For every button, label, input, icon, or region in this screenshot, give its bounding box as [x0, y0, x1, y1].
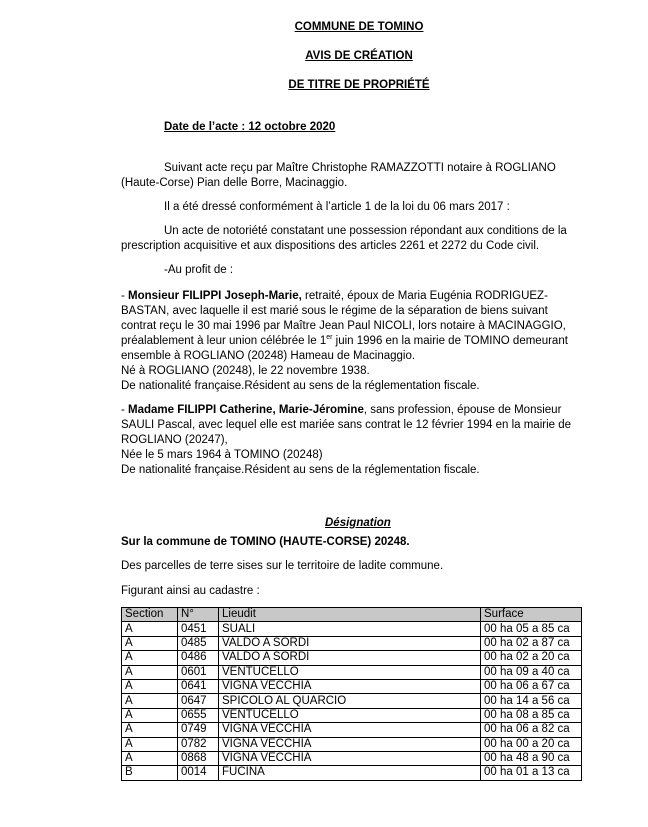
- lieudit-cell: VENTUCELLO: [219, 665, 481, 679]
- section-cell: A: [122, 665, 178, 679]
- designation-commune: Sur la commune de TOMINO (HAUTE-CORSE) 20248.: [121, 536, 410, 548]
- section-cell: A: [122, 651, 178, 665]
- lieudit-cell: VIGNA VECCHIA: [219, 723, 481, 737]
- surface-cell: 00 ha 06 a 67 ca: [481, 679, 582, 693]
- lieudit-cell: FUCINA: [219, 766, 481, 780]
- person1-line-7: De nationalité française.Résident au sens de la réglementation fiscale.: [121, 380, 480, 392]
- numero-cell: 0451: [178, 622, 219, 636]
- intro-line-1: Suivant acte reçu par Maître Christophe RAMAZZOTTI notaire à ROGLIANO: [164, 162, 556, 174]
- section-cell: A: [122, 622, 178, 636]
- person1-line-2: BASTAN, avec laquelle il est marié sous le régime de la séparation de biens suivant: [121, 305, 548, 317]
- au-profit-de: -Au profit de :: [164, 264, 234, 276]
- lieudit-cell: VALDO A SORDI: [219, 636, 481, 650]
- table-row: [122, 665, 582, 679]
- numero-cell: 0868: [178, 751, 219, 765]
- surface-cell: 00 ha 09 a 40 ca: [481, 665, 582, 679]
- intro-line-2: (Haute-Corse) Pian delle Borre, Macinaggio.: [121, 177, 348, 189]
- person2-line-5: De nationalité française.Résident au sens de la réglementation fiscale.: [121, 464, 480, 476]
- section-cell: A: [122, 694, 178, 708]
- section-cell: A: [122, 737, 178, 751]
- avis-title: AVIS DE CRÉATION: [305, 50, 413, 62]
- cadastre-table: [121, 607, 582, 781]
- lieudit-cell: SPICOLO AL QUARCIO: [219, 694, 481, 708]
- numero-cell: 0014: [178, 766, 219, 780]
- header-lieudit: Lieudit: [219, 608, 481, 622]
- numero-cell: 0601: [178, 665, 219, 679]
- lieudit-cell: VIGNA VECCHIA: [219, 751, 481, 765]
- person2-line-3: ROGLIANO (20247),: [121, 434, 228, 446]
- table-row: [122, 622, 582, 636]
- table-row: [122, 751, 582, 765]
- lieudit-cell: VALDO A SORDI: [219, 651, 481, 665]
- person2-line-1: - Madame FILIPPI Catherine, Marie-Jéromine, sans profession, épouse de Monsieur: [121, 404, 562, 416]
- lieudit-cell: VENTUCELLO: [219, 708, 481, 722]
- section-cell: A: [122, 723, 178, 737]
- table-header-row: [122, 608, 582, 622]
- surface-cell: 00 ha 14 a 56 ca: [481, 694, 582, 708]
- surface-cell: 00 ha 01 a 13 ca: [481, 766, 582, 780]
- lieudit-cell: VIGNA VECCHIA: [219, 737, 481, 751]
- section-cell: B: [122, 766, 178, 780]
- person1-line-5: ensemble à ROGLIANO (20248) Hameau de Macinaggio.: [121, 350, 416, 362]
- surface-cell: 00 ha 06 a 82 ca: [481, 723, 582, 737]
- section-cell: A: [122, 636, 178, 650]
- surface-cell: 00 ha 05 a 85 ca: [481, 622, 582, 636]
- numero-cell: 0647: [178, 694, 219, 708]
- date-acte: Date de l’acte : 12 octobre 2020: [164, 121, 336, 133]
- designation-title: Désignation: [325, 517, 391, 529]
- table-row: [122, 766, 582, 780]
- numero-cell: 0486: [178, 651, 219, 665]
- person2-line-2: SAULI Pascal, avec lequel elle est mariée sans contrat le 12 février 1994 en la mairie de: [121, 419, 572, 431]
- numero-cell: 0655: [178, 708, 219, 722]
- table-row: [122, 723, 582, 737]
- intro-line-3: Il a été dressé conformément à l’article 1 de la loi du 06 mars 2017 :: [164, 201, 510, 213]
- person2-line-4: Née le 5 mars 1964 à TOMINO (20248): [121, 449, 323, 461]
- lieudit-cell: VIGNA VECCHIA: [219, 679, 481, 693]
- header-surface: Surface: [481, 608, 582, 622]
- table-row: [122, 708, 582, 722]
- commune-title: COMMUNE DE TOMINO: [294, 21, 424, 33]
- intro-line-4: Un acte de notoriété constatant une possession répondant aux conditions de la: [164, 225, 567, 237]
- numero-cell: 0749: [178, 723, 219, 737]
- designation-parcelles: Des parcelles de terre sises sur le territoire de ladite commune.: [121, 560, 444, 572]
- header-section: Section: [122, 608, 178, 622]
- designation-cadastre: Figurant ainsi au cadastre :: [121, 585, 260, 597]
- person1-line-1: - Monsieur FILIPPI Joseph-Marie, retraité, époux de Maria Eugénia RODRIGUEZ-: [121, 290, 548, 302]
- table-row: [122, 651, 582, 665]
- surface-cell: 00 ha 48 a 90 ca: [481, 751, 582, 765]
- numero-cell: 0782: [178, 737, 219, 751]
- table-row: [122, 694, 582, 708]
- lieudit-cell: SUALI: [219, 622, 481, 636]
- person1-line-3: contrat reçu le 30 mai 1996 par Maître Jean Paul NICOLI, lors notaire à MACINAGGIO,: [121, 320, 566, 332]
- table-row: [122, 679, 582, 693]
- table-row: [122, 636, 582, 650]
- section-cell: A: [122, 679, 178, 693]
- header-numero: N°: [178, 608, 219, 622]
- surface-cell: 00 ha 02 a 87 ca: [481, 636, 582, 650]
- surface-cell: 00 ha 08 a 85 ca: [481, 708, 582, 722]
- surface-cell: 00 ha 02 a 20 ca: [481, 651, 582, 665]
- numero-cell: 0641: [178, 679, 219, 693]
- section-cell: A: [122, 751, 178, 765]
- table-row: [122, 737, 582, 751]
- person1-name: Monsieur FILIPPI Joseph-Marie,: [128, 290, 302, 302]
- person1-line-6: Né à ROGLIANO (20248), le 22 novembre 1938.: [121, 365, 370, 377]
- section-cell: A: [122, 708, 178, 722]
- person2-name: Madame FILIPPI Catherine, Marie-Jéromine: [128, 404, 364, 416]
- surface-cell: 00 ha 00 a 20 ca: [481, 737, 582, 751]
- titre-title: DE TITRE DE PROPRIÉTÉ: [288, 79, 430, 91]
- intro-line-5: prescription acquisitive et aux dispositions des articles 2261 et 2272 du Code civil.: [121, 240, 540, 252]
- numero-cell: 0485: [178, 636, 219, 650]
- person1-line-4: préalablement à leur union célébrée le 1er juin 1996 en la mairie de TOMINO demeurant: [121, 334, 568, 347]
